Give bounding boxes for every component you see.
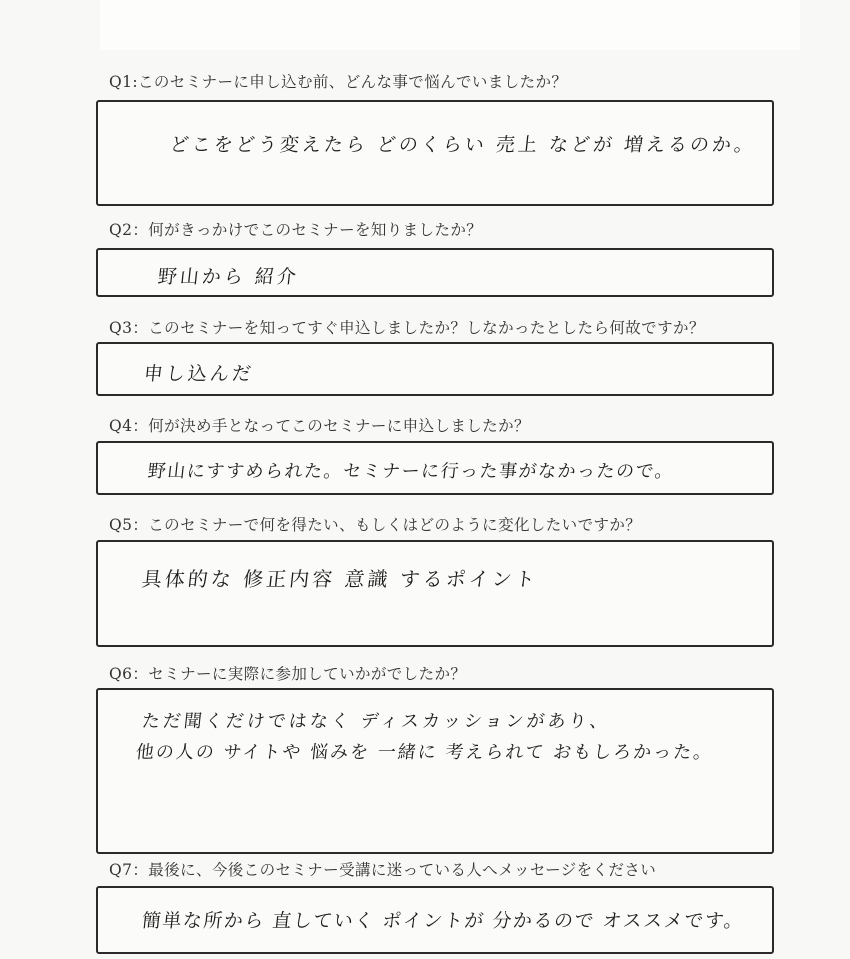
answer-5-text: 具体的な 修正内容 意識 するポイント [140, 567, 540, 591]
answer-7-box [96, 886, 774, 954]
question-6-label: Q6：セミナーに実際に参加していかがでしたか？ [109, 665, 467, 683]
question-1-label: Q1:このセミナーに申し込む前、どんな事で悩んでいましたか？ [109, 73, 568, 91]
answer-6-box [96, 688, 774, 854]
answer-7-text: 簡単な所から 直していく ポイントが 分かるので オススメです。 [140, 910, 746, 932]
answer-3-box [96, 342, 774, 396]
answer-2-text: 野山から 紹介 [156, 266, 301, 288]
question-5-label: Q5：このセミナーで何を得たい、もしくはどのように変化したいですか？ [109, 516, 642, 534]
answer-2-box [96, 248, 774, 297]
answer-5-box [96, 540, 774, 647]
answer-6-text-line-2: 他の人の サイトや 悩みを 一緒に 考えられて おもしろかった。 [134, 742, 715, 763]
answer-3-text: 申し込んだ [142, 363, 256, 385]
question-3-label: Q3：このセミナーを知ってすぐ申込しましたか？しなかったとしたら何故ですか？ [109, 319, 705, 337]
question-4-label: Q4：何が決め手となってこのセミナーに申込しましたか？ [109, 417, 530, 435]
answer-6-text-line-1: ただ聞くだけではなく ディスカッションがあり、 [140, 711, 612, 732]
answer-4-box [96, 441, 774, 495]
answer-4-text: 野山にすすめられた。セミナーに行った事がなかったので。 [146, 461, 676, 482]
answer-1-text: どこをどう変えたら どのくらい 売上 などが 増えるのか。 [168, 134, 758, 156]
paper-top-area [100, 0, 800, 50]
question-2-label: Q2：何がきっかけでこのセミナーを知りましたか？ [109, 221, 483, 239]
answer-1-box [96, 100, 774, 206]
question-7-label: Q7：最後に、今後このセミナー受講に迷っている人へメッセージをください [109, 861, 657, 879]
